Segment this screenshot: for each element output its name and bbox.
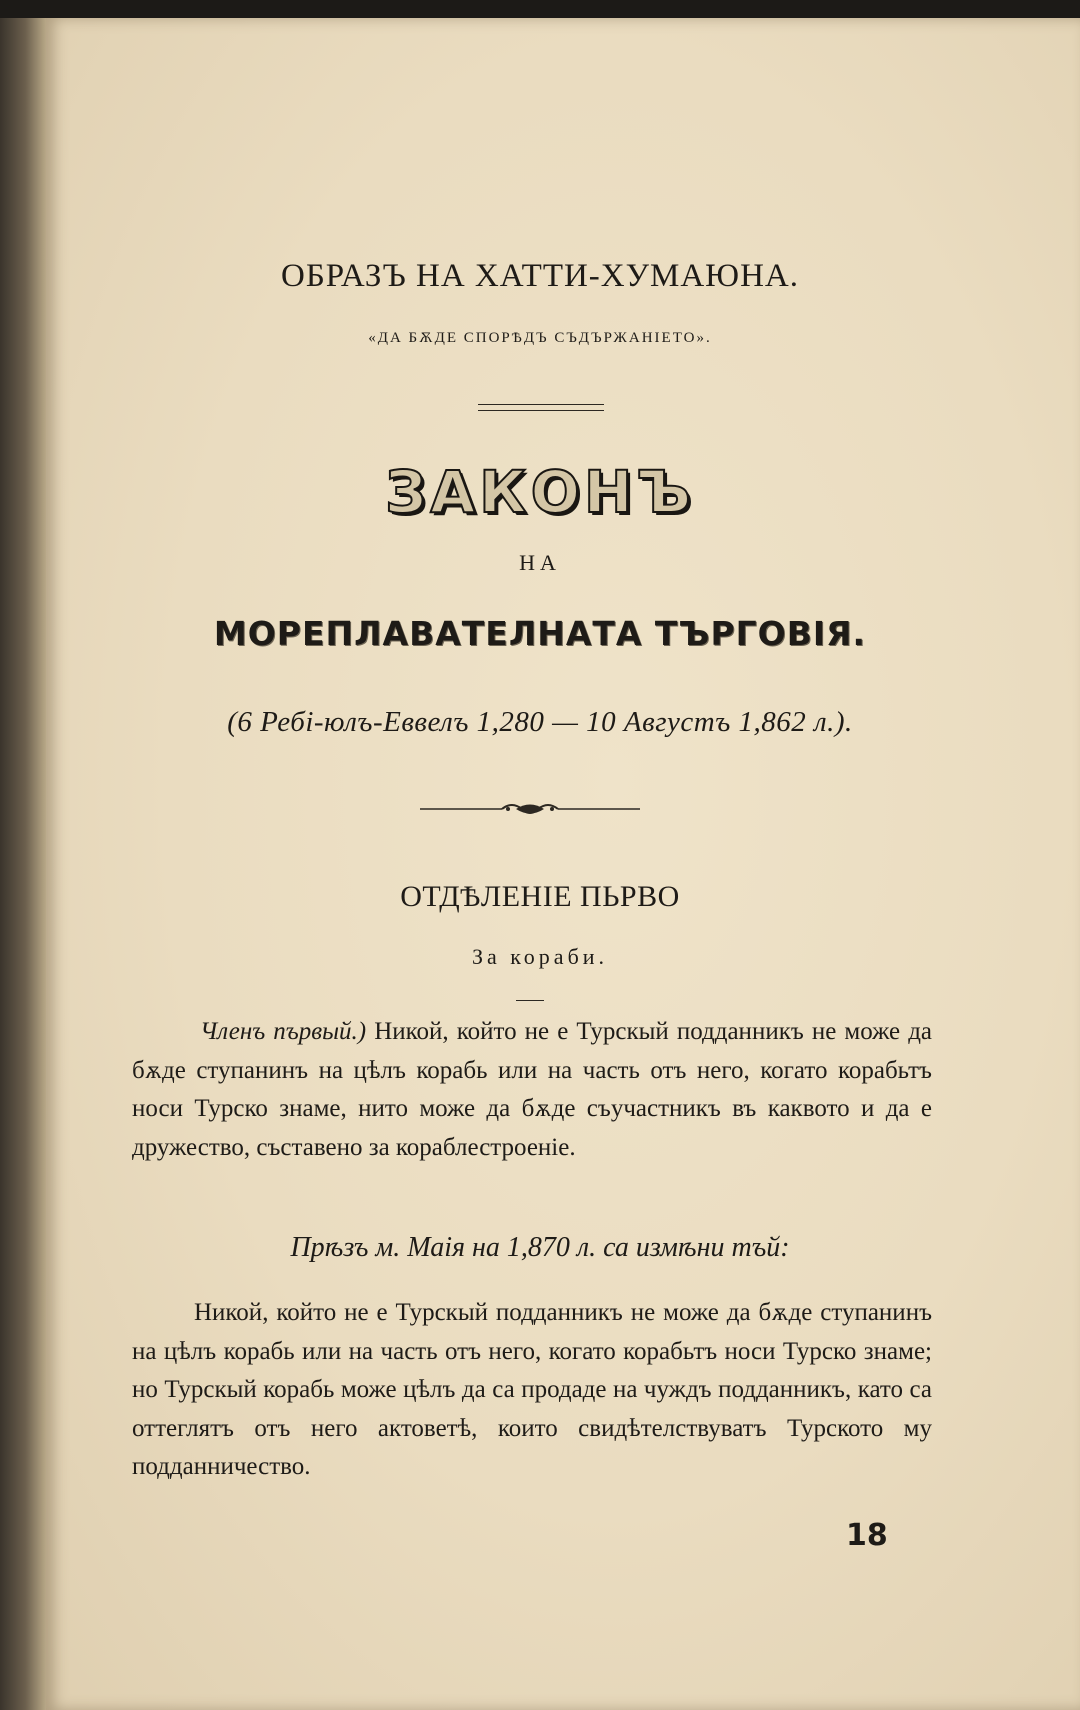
amendment-note: Прѣзъ м. Маія на 1,870 л. са измѣни тъй:: [290, 1232, 790, 1263]
double-rule-divider: [478, 404, 604, 411]
law-connector: НА: [519, 550, 561, 575]
heading-subtitle: «ДА БѪДЕ СПОРѢДЪ СЪДЪРЖАНІЕТО».: [368, 330, 712, 346]
article-1-lead: Членъ първый.): [200, 1018, 367, 1045]
section-subtitle: За кораби.: [471, 944, 609, 969]
ornament-divider: [420, 798, 640, 820]
amendment-text: Никой, който не е Турскый подданникъ не може да бѫде ступанинъ на цѣлъ корабь или на часть отъ него, когато корабьтъ носи Турско знаме; но Турскый корабь може цѣлъ да са продаде на чуждъ подданникъ, като са оттеглятъ отъ него актоветѣ, които свидѣтелствуватъ Турското му подданничество.: [132, 1299, 932, 1480]
short-rule-divider: [516, 1000, 544, 1001]
section-title: ОТДѢЛЕНІЕ ПЬРВО: [400, 880, 680, 913]
law-date: (6 Ребі-юлъ-Еввелъ 1,280 — 10 Августъ 1,862 л.).: [227, 706, 853, 738]
article-1-text: Никой, който не е Турскый подданникъ не може да бѫде ступанинъ на цѣлъ корабь или на часть отъ него, когато корабьтъ носи Турско знаме, нито може да бѫде съучастникъ въ каквото и да е дружество, съставено за кораблестроеніе.: [132, 1018, 933, 1161]
scan-top-edge: [0, 0, 1080, 18]
article-1: [132, 1013, 932, 1167]
law-subject: МОРЕПЛАВАТЕЛНАТА ТЪРГОВІЯ.: [213, 614, 867, 653]
heading-title: ОБРАЗЪ НА ХАТТИ-ХУМАЮНА.: [280, 258, 800, 294]
page-number: 18: [846, 1518, 888, 1553]
law-title: ЗАКОНЪ: [385, 458, 695, 526]
